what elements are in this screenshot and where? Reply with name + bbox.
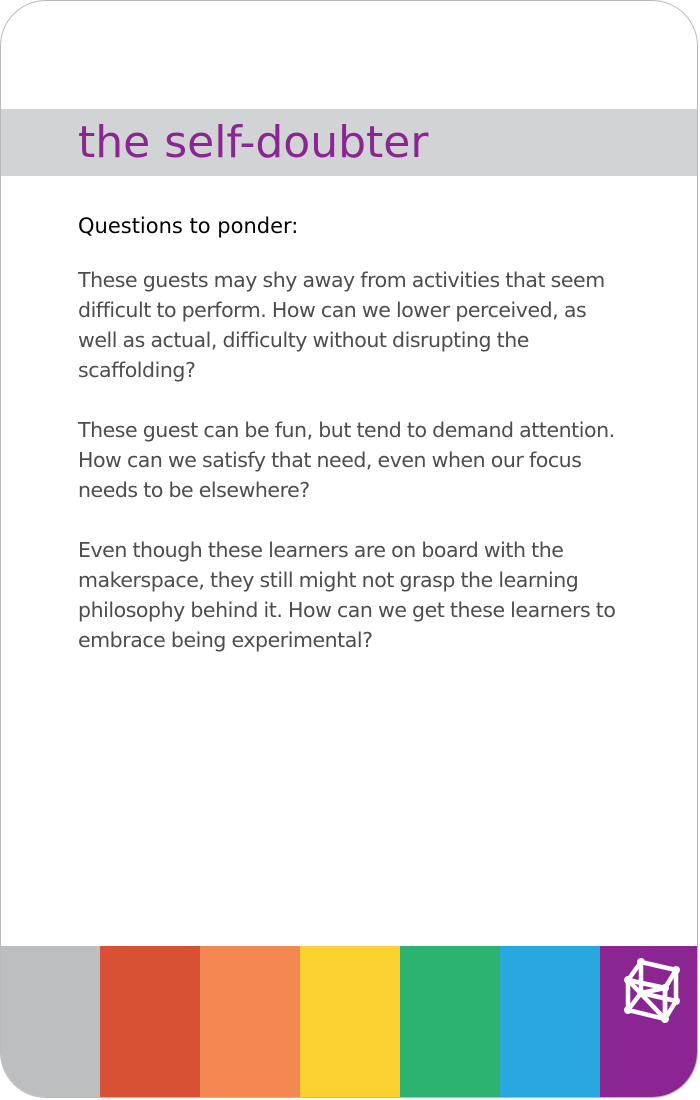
color-stripe-blue [500,946,600,1098]
question-paragraph: These guest can be fun, but tend to demand attention. How can we satisfy that need, even when our focus needs to be elsewhere? [78,418,615,502]
color-stripes [1,946,697,1098]
cube-icon [618,956,688,1026]
card-content [78,211,623,685]
question-paragraph: These guests may shy away from activities that seem difficult to perform. How can we lower perceived, as well as actual, difficulty without disrupting the scaffolding? [78,268,605,382]
card-title: the self-doubter [78,117,429,168]
color-stripe-orange [200,946,300,1098]
color-stripe-red [100,946,200,1098]
questions-heading: Questions to ponder: [78,214,299,238]
color-stripe-yellow [300,946,400,1098]
color-stripe-green [400,946,500,1098]
color-stripe-purple [600,946,698,1098]
color-stripe-gray [1,946,100,1098]
question-paragraph: Even though these learners are on board with the makerspace, they still might not grasp the learning philosophy behind it. How can we get these learners to embrace being experimental? [78,538,616,652]
